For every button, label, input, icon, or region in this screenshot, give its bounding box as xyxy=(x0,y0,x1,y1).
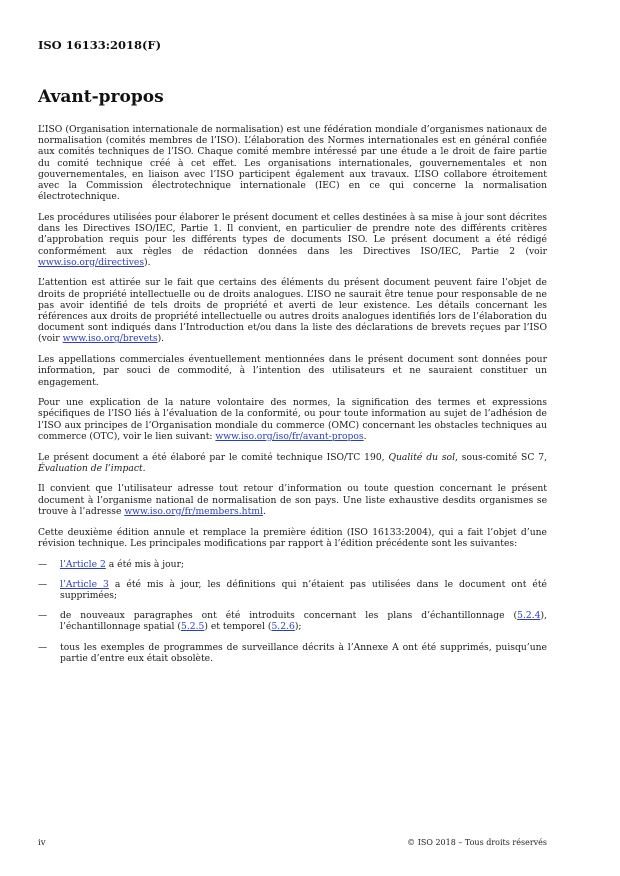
paragraph-trade-names: Les appellations commerciales éventuellement mentionnées dans le présent document sont données pour information, par souci de commodité, à l’intention des utilisateurs et ne sauraient constituer un engagement. xyxy=(38,354,547,388)
section-5-2-4-link[interactable]: 5.2.4 xyxy=(517,610,541,622)
members-link[interactable]: www.iso.org/fr/members.html xyxy=(124,505,263,517)
copyright-notice: © ISO 2018 – Tous droits réservés xyxy=(407,838,547,847)
page-number: iv xyxy=(38,838,46,848)
paragraph-procedures: Les procédures utilisées pour élaborer le présent document et celles destinées à sa mise à jour sont décrites dans les Directives ISO/IEC, Partie 1. Il convient, en particulier de prendre note des différents critères d’approbation requis pour les différents types de documents ISO. Le présent document a été rédigé conformément aux règles de rédaction données dans les Directives ISO/IEC, Partie 2 (voir www.iso.org/directives). xyxy=(38,211,547,268)
list-item: — l’Article 3 a été mis à jour, les définitions qui n’étaient pas utilisées dans le document ont été supprimées; xyxy=(38,578,547,601)
page-title: Avant-propos xyxy=(38,87,164,107)
directives-link[interactable]: www.iso.org/directives xyxy=(38,256,145,268)
foreword-link[interactable]: www.iso.org/iso/fr/avant-propos xyxy=(215,430,364,442)
document-identifier: ISO 16133:2018(F) xyxy=(38,38,162,52)
article-3-link[interactable]: l’Article 3 xyxy=(60,578,109,590)
section-5-2-6-link[interactable]: 5.2.6 xyxy=(271,621,295,633)
article-2-link[interactable]: l’Article 2 xyxy=(60,558,106,570)
foreword-body xyxy=(38,124,547,673)
patents-link[interactable]: www.iso.org/brevets xyxy=(62,333,158,345)
section-5-2-5-link[interactable]: 5.2.5 xyxy=(180,621,205,633)
list-item: — l’Article 2 a été mis à jour; xyxy=(38,558,185,570)
paragraph-voluntary-nature: Pour une explication de la nature volontaire des normes, la signification des termes et expressions spécifiques de l’ISO liés à l’évaluation de la conformité, ou pour toute information au sujet de l’adhésion de l’ISO aux principes de l’Organisation mondiale du commerce (OMC) concernant les obstacles techniques au commerce (OTC), voir le lien suivant: www.iso.org/iso/fr/avant-propos. xyxy=(38,397,547,442)
paragraph-feedback: Il convient que l’utilisateur adresse tout retour d’information ou toute question concernant le présent document à l’organisme national de normalisation de son pays. Une liste exhaustive desdits organismes se trouve à l’adresse www.iso.org/fr/members.html. xyxy=(38,483,547,517)
paragraph-patents: L’attention est attirée sur le fait que certains des éléments du présent document peuvent faire l’objet de droits de propriété intellectuelle ou de droits analogues. L’ISO ne saurait être tenue pour responsable de ne pas avoir identifié de tels droits de propriété et averti de leur existence. Les détails concernant les références aux droits de propriété intellectuelle ou autres droits analogues identifiés lors de l’élaboration du document sont indiqués dans l’Introduction et/ou dans la liste des déclarations de brevets reçues par l’ISO (voir www.iso.org/brevets). xyxy=(38,277,547,345)
list-item: — tous les exemples de programmes de surveillance décrits à l’Annexe A ont été supprimés, puisqu’une partie d’entre eux était obsolète. xyxy=(38,641,547,664)
changes-list xyxy=(38,559,547,664)
dash-marker: — xyxy=(38,558,48,570)
dash-marker: — xyxy=(38,610,48,622)
paragraph-iso-intro: L’ISO (Organisation internationale de normalisation) est une fédération mondiale d’organismes nationaux de normalisation (comités membres de l’ISO). L’élaboration des Normes internationales est en général confiée aux comités techniques de l’ISO. Chaque comité membre intéressé par une étude a le droit de faire partie du comité technique créé à cet effet. Les organisations internationales, gouvernementales et non gouvernementales, en liaison avec l’ISO participent également aux travaux. L’ISO collabore étroitement avec la Commission électrotechnique internationale (IEC) en ce qui concerne la normalisation électrotechnique. xyxy=(38,124,547,203)
paragraph-edition: Cette deuxième édition annule et remplace la première édition (ISO 16133:2004), qui a fait l’objet d’une révision technique. Les principales modifications par rapport à l’édition précédente sont les suivantes: xyxy=(38,526,547,549)
paragraph-committee: Le présent document a été élaboré par le comité technique ISO/TC 190, Qualité du sol, sous-comité SC 7, Évaluation de l’impact. xyxy=(38,451,547,474)
dash-marker: — xyxy=(38,578,48,590)
list-item: — de nouveaux paragraphes ont été introduits concernant les plans d’échantillonnage (5.2.4), l’échantillonnage spatial (5.2.5) et temporel (5.2.6); xyxy=(38,610,547,633)
dash-marker: — xyxy=(38,641,48,653)
